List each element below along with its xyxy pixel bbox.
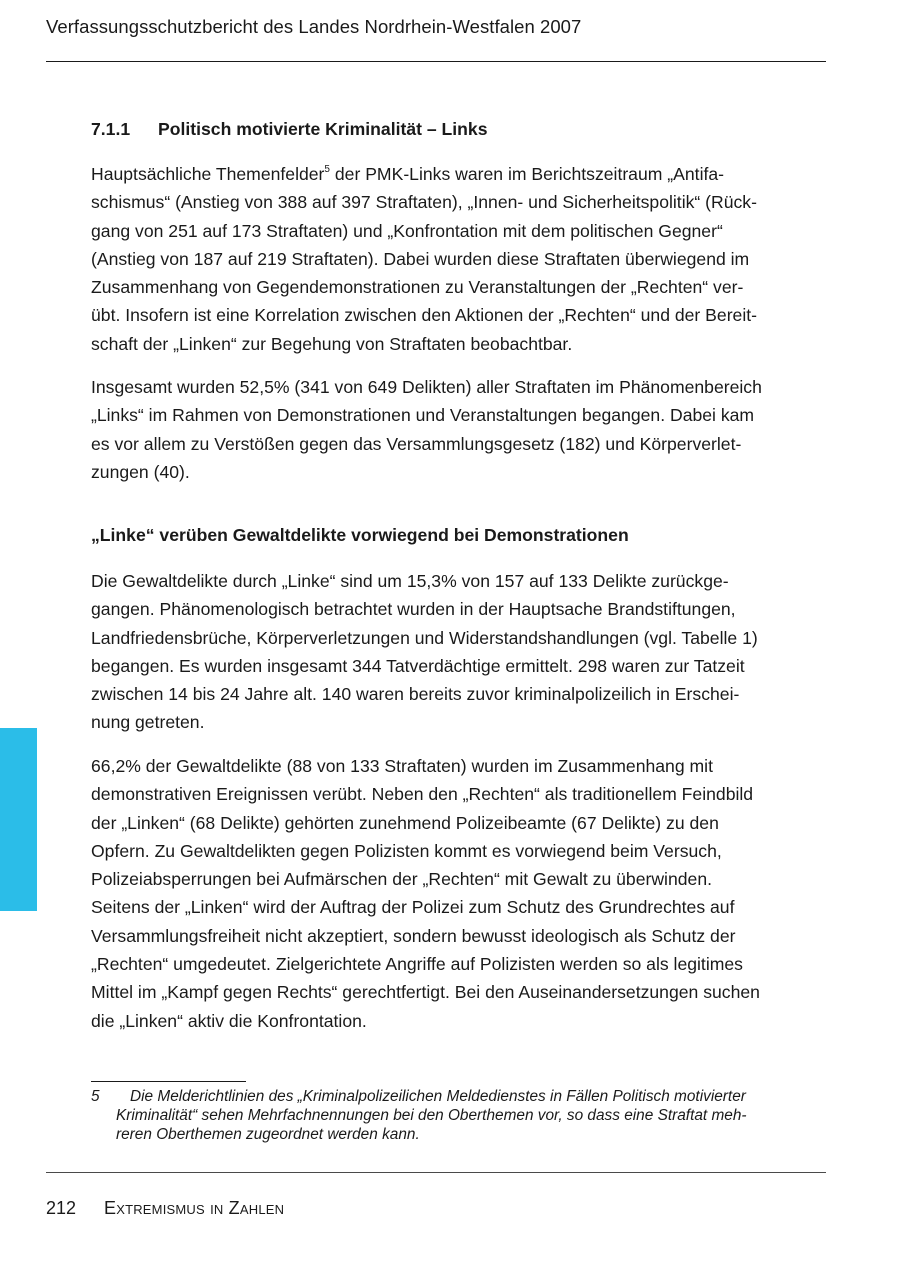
paragraph-line: die „Linken“ aktiv die Konfrontation.	[91, 1010, 367, 1031]
paragraph-line: Die Gewaltdelikte durch „Linke“ sind um 15,3% von 157 auf 133 Delikte zurückge-	[91, 571, 729, 591]
paragraph-line: Versammlungsfreiheit nicht akzeptiert, sondern bewusst ideologisch als Schutz der	[91, 925, 736, 946]
paragraph-line: begangen. Es wurden insgesamt 344 Tatverdächtige ermittelt. 298 waren zur Tatzeit	[91, 655, 745, 676]
footer-section-label: Extremismus in Zahlen	[104, 1198, 285, 1218]
paragraph-line: gangen. Phänomenologisch betrachtet wurden in der Hauptsache Brandstiftungen,	[91, 599, 736, 620]
paragraph-line: übt. Insofern ist eine Korrelation zwischen den Aktionen der „Rechten“ und der Bereit-	[91, 305, 758, 326]
paragraph-line: Insgesamt wurden 52,5% (341 von 649 Delikten) aller Straftaten im Phänomenbereich	[91, 377, 762, 397]
paragraph-line: demonstrativen Ereignissen verübt. Neben den „Rechten“ als traditionellem Feindbild	[91, 784, 754, 805]
paragraph-line: Polizeiabsperrungen bei Aufmärschen der „Rechten“ mit Gewalt zu überwinden.	[91, 869, 712, 890]
running-header: Verfassungsschutzbericht des Landes Nordrhein-Westfalen 2007	[46, 16, 582, 37]
paragraph-line: Zusammenhang von Gegendemonstrationen zu Veranstaltungen der „Rechten“ ver-	[91, 277, 744, 298]
footnote	[91, 1087, 826, 1144]
paragraph-line: nung getreten.	[91, 712, 205, 733]
paragraph-line: „Links“ im Rahmen von Demonstrationen und Veranstaltungen begangen. Dabei kam	[91, 405, 755, 426]
header-rule	[46, 61, 826, 62]
paragraph-line: es vor allem zu Verstößen gegen das Versammlungsgesetz (182) und Körperverlet-	[91, 433, 742, 454]
section-heading	[91, 117, 487, 141]
paragraph-line: (Anstieg von 187 auf 219 Straftaten). Dabei wurden diese Straftaten überwiegend im	[91, 248, 750, 269]
footnote-reference[interactable]: 5	[324, 164, 330, 176]
footnote-line: Die Melderichtlinien des „Kriminalpolizeilichen Meldedienstes in Fällen Politisch motivierter	[130, 1088, 746, 1105]
paragraph-line: Hauptsächliche Themenfelder$^5$ der PMK-Links waren im Berichtszeitraum „Antifa-	[91, 164, 725, 184]
paragraph-line: der „Linken“ (68 Delikte) gehörten zunehmend Polizeibeamte (67 Delikte) zu den	[91, 812, 719, 833]
chapter-side-tab	[0, 728, 37, 911]
paragraph-line: 66,2% der Gewaltdelikte (88 von 133 Straftaten) wurden im Zusammenhang mit	[91, 756, 713, 776]
page-number: 212	[46, 1198, 77, 1218]
paragraph-4	[91, 752, 826, 1035]
subheading: „Linke“ verüben Gewaltdelikte vorwiegend bei Demonstrationen	[91, 525, 629, 545]
footnote-line: reren Oberthemen zugeordnet werden kann.	[116, 1126, 420, 1143]
paragraph-line: schaft der „Linken“ zur Begehung von Straftaten beobachtbar.	[91, 333, 573, 354]
paragraph-2	[91, 373, 826, 486]
section-title: Politisch motivierte Kriminalität – Links	[158, 119, 488, 139]
paragraph-line: zwischen 14 bis 24 Jahre alt. 140 waren bereits zuvor kriminalpolizeilich in Erschei-	[91, 684, 740, 705]
paragraph-line: „Rechten“ umgedeutet. Zielgerichtete Angriffe auf Polizisten werden so als legitimes	[91, 954, 743, 975]
footnote-number: 5	[91, 1088, 100, 1105]
paragraph-line: Seitens der „Linken“ wird der Auftrag der Polizei zum Schutz des Grundrechtes auf	[91, 897, 735, 918]
paragraph-3	[91, 567, 826, 737]
paragraph-line: zungen (40).	[91, 461, 190, 482]
paragraph-line: Mittel im „Kampf gegen Rechts“ gerechtfertigt. Bei den Auseinandersetzungen suchen	[91, 982, 760, 1003]
paragraph-line: Opfern. Zu Gewaltdelikten gegen Polizisten kommt es vorwiegend beim Versuch,	[91, 840, 722, 861]
footnote-rule	[91, 1081, 246, 1082]
footnote-line: Kriminalität“ sehen Mehrfachnennungen bei den Oberthemen vor, so dass eine Straftat meh-	[116, 1107, 747, 1124]
paragraph-line: Landfriedensbrüche, Körperverletzungen und Widerstandshandlungen (vgl. Tabelle 1)	[91, 627, 758, 648]
paragraph-line: gang von 251 auf 173 Straftaten) und „Konfrontation mit dem politischen Gegner“	[91, 220, 723, 241]
paragraph-1	[91, 160, 826, 358]
section-number: 7.1.1	[91, 119, 131, 139]
paragraph-line: schismus“ (Anstieg von 388 auf 397 Straftaten), „Innen- und Sicherheitspolitik“ (Rück-	[91, 192, 757, 213]
footer-rule	[46, 1172, 826, 1173]
